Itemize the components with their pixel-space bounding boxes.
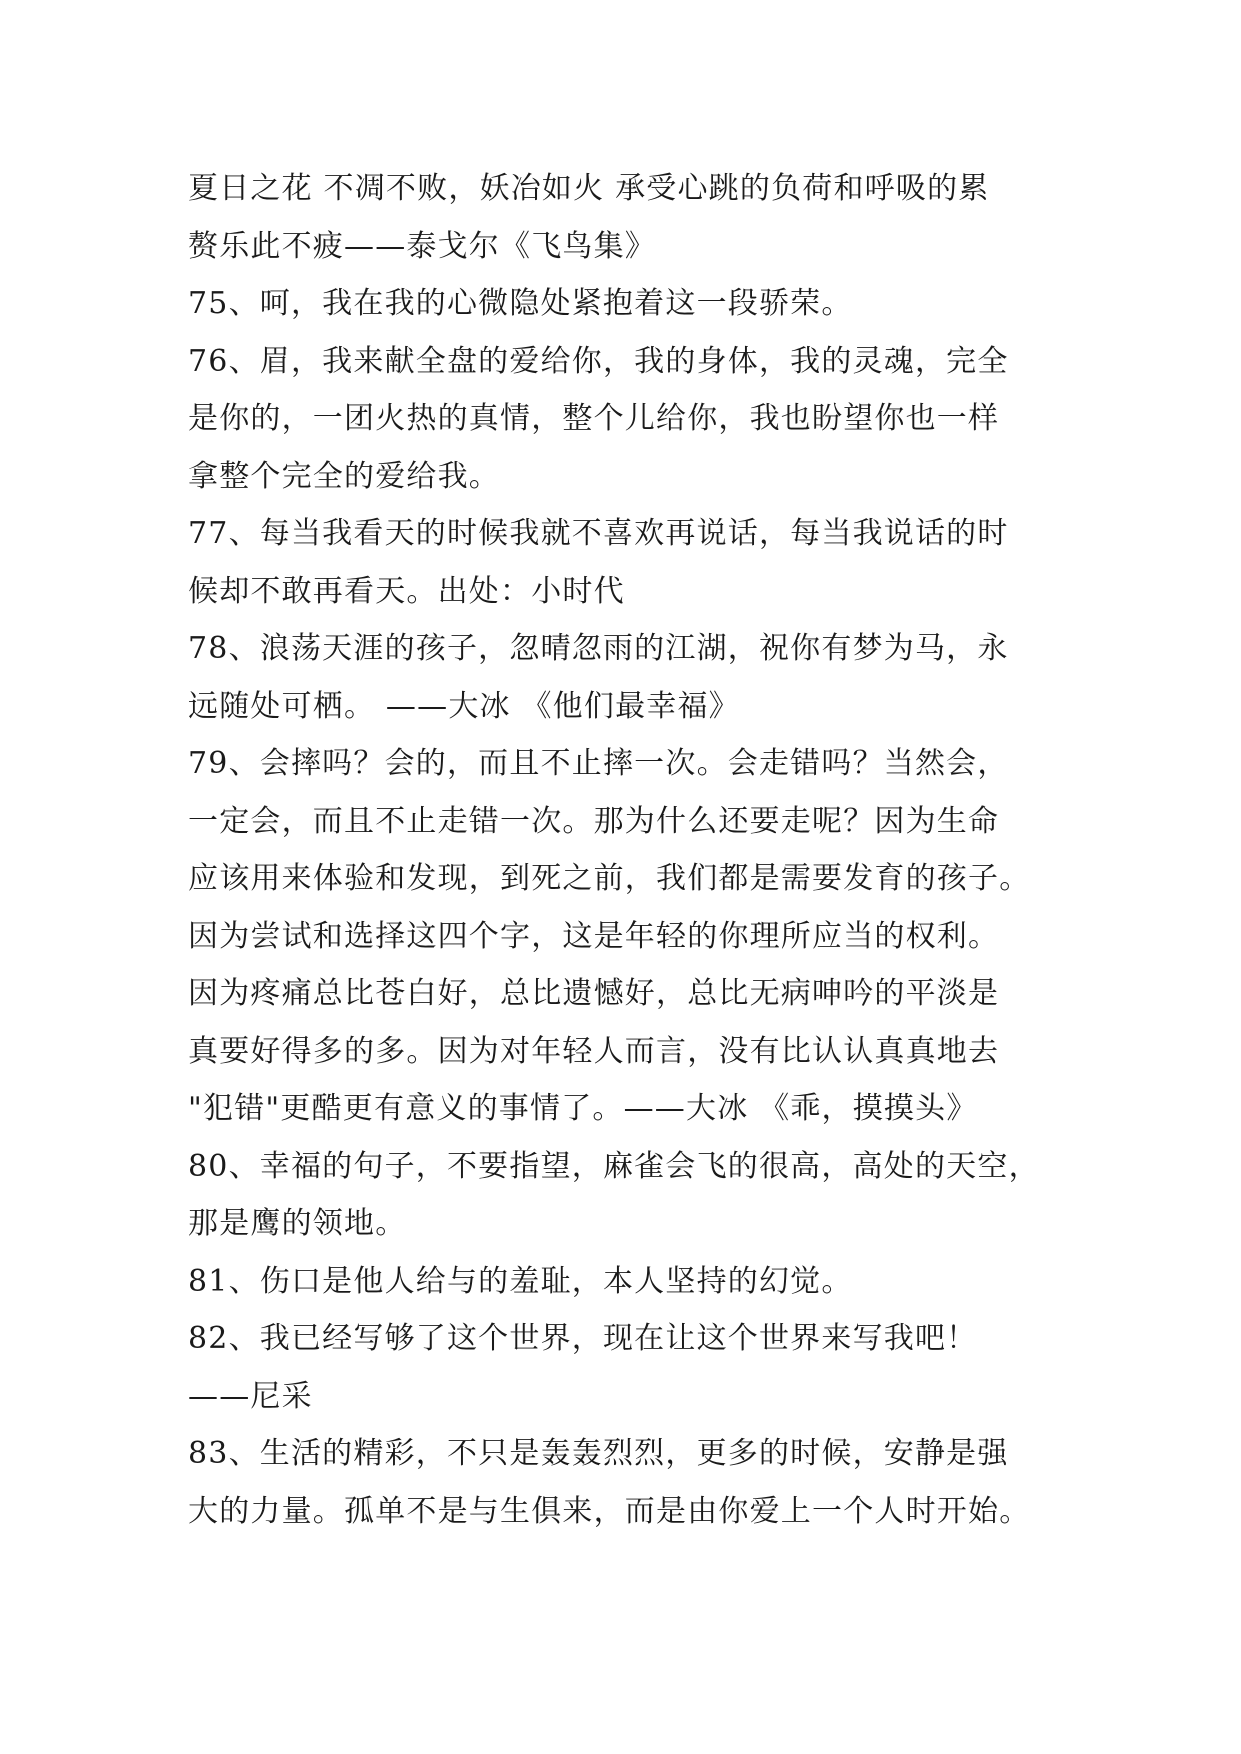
- text-line: 赘乐此不疲——泰戈尔《飞鸟集》: [188, 228, 656, 264]
- text-line: 81、伤口是他人给与的羞耻，本人坚持的幻觉。: [188, 1263, 853, 1299]
- text-line: 79、会摔吗？会的，而且不止摔一次。会走错吗？当然会，: [188, 746, 1009, 781]
- text-line: 因为疼痛总比苍白好，总比遗憾好，总比无病呻吟的平淡是: [188, 976, 1000, 1011]
- text-line: 因为尝试和选择这四个字，这是年轻的你理所应当的权利。: [188, 918, 1000, 954]
- text-line: 是你的，一团火热的真情，整个儿给你，我也盼望你也一样: [188, 401, 1000, 436]
- text-line: 80、幸福的句子，不要指望，麻雀会飞的很高，高处的天空，: [188, 1148, 1040, 1184]
- text-line: "犯错"更酷更有意义的事情了。——大冰 《乖，摸摸头》: [188, 1091, 978, 1126]
- text-line: 应该用来体验和发现，到死之前，我们都是需要发育的孩子。: [188, 861, 1031, 896]
- text-line: 夏日之花 不凋不败，妖冶如火 承受心跳的负荷和呼吸的累: [188, 171, 990, 206]
- text-line: 候却不敢再看天。出处：小时代: [188, 573, 625, 609]
- text-line: 那是鹰的领地。: [188, 1206, 407, 1241]
- text-line: 75、呵，我在我的心微隐处紧抱着这一段骄荣。: [188, 286, 853, 321]
- text-line: 一定会，而且不止走错一次。那为什么还要走呢？因为生命: [188, 803, 1000, 839]
- text-line: 77、每当我看天的时候我就不喜欢再说话，每当我说话的时: [188, 516, 1009, 551]
- text-line: ——尼采: [188, 1378, 313, 1414]
- text-line: 76、眉，我来献全盘的爱给你，我的身体，我的灵魂，完全: [188, 343, 1009, 379]
- text-line: 大的力量。孤单不是与生俱来，而是由你爱上一个人时开始。: [188, 1493, 1031, 1529]
- text-line: 78、浪荡天涯的孩子，忽晴忽雨的江湖，祝你有梦为马，永: [188, 631, 1009, 666]
- text-line: 82、我已经写够了这个世界，现在让这个世界来写我吧！: [188, 1321, 978, 1356]
- text-line: 远随处可栖。 ——大冰 《他们最幸福》: [188, 688, 740, 724]
- document-body: [188, 160, 1068, 1540]
- text-line: 83、生活的精彩，不只是轰轰烈烈，更多的时候，安静是强: [188, 1436, 1009, 1471]
- text-line: 拿整个完全的爱给我。: [188, 458, 500, 494]
- text-line: 真要好得多的多。因为对年轻人而言，没有比认认真真地去: [188, 1033, 1000, 1069]
